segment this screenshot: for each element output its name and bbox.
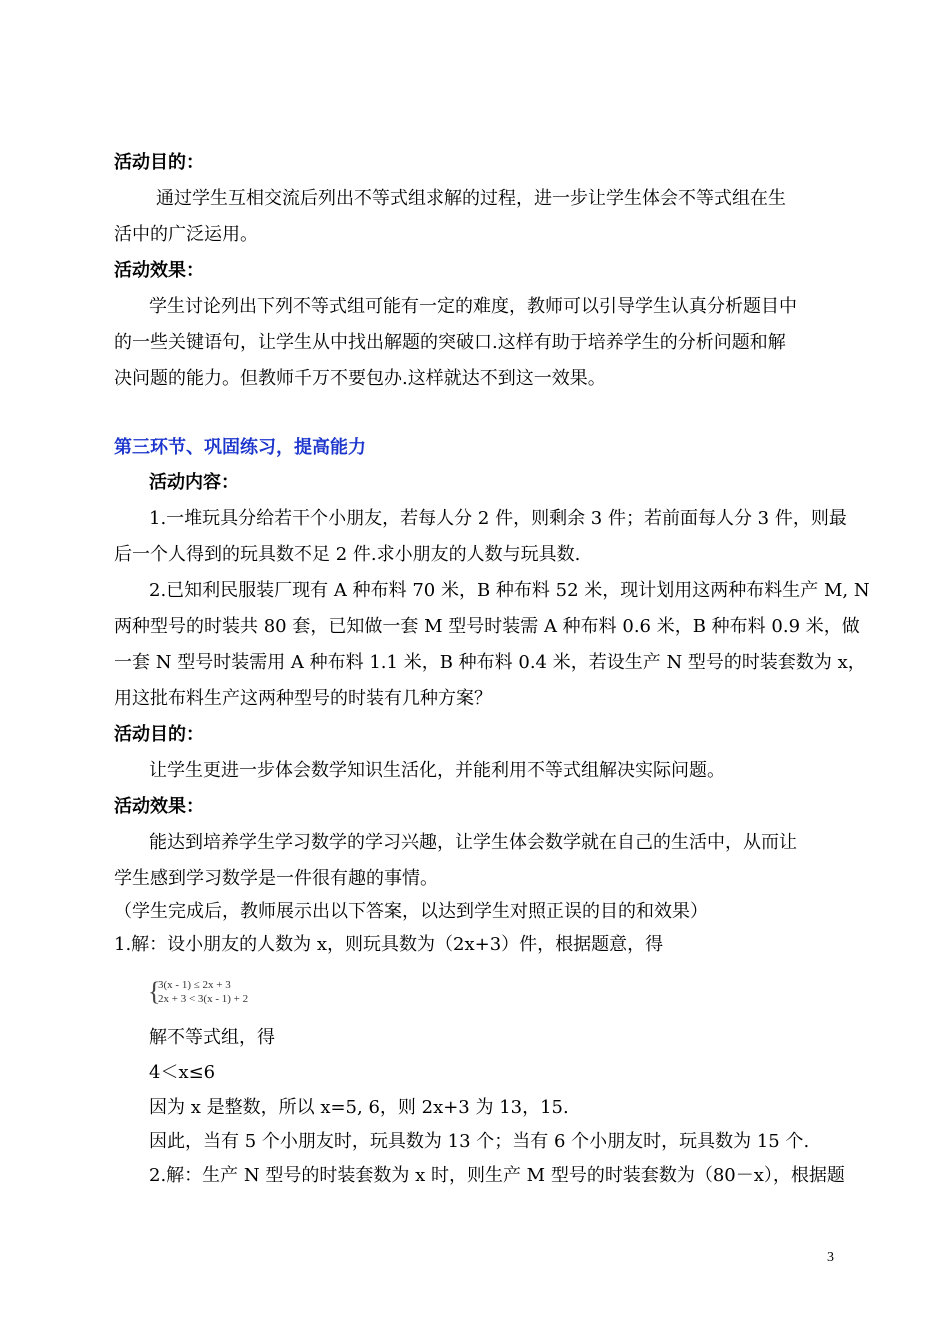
paragraph-line: 能达到培养学生学习数学的学习兴趣，让学生体会数学就在自己的生活中，从而让 (149, 832, 797, 853)
paragraph-line: 学生感到学习数学是一件很有趣的事情。 (114, 868, 438, 889)
question-line: 一套 N 型号时装需用 A 种布料 1.1 米，B 种布料 0.4 米，若设生产 N 型号的时装套数为 x， (114, 652, 866, 673)
goal-heading: 活动目的： (114, 152, 204, 173)
answer-line: 2.解：生产 N 型号的时装套数为 x 时，则生产 M 型号的时装套数为（80－x），根据题 (149, 1165, 845, 1186)
paragraph-line: 的一些关键语句，让学生从中找出解题的突破口.这样有助于培养学生的分析问题和解 (114, 332, 786, 353)
question-line: 用这批布料生产这两种型号的时装有几种方案？ (114, 688, 492, 709)
effect-heading: 活动效果： (114, 260, 204, 281)
teacher-note: （学生完成后，教师展示出以下答案，以达到学生对照正误的目的和效果） (114, 901, 708, 922)
content-heading: 活动内容： (149, 472, 239, 493)
inequality-row: 2x + 3 < 3(x - 1) + 2 (158, 993, 249, 1005)
goal-heading: 活动目的： (114, 724, 204, 745)
answer-line: 因为 x 是整数，所以 x=5, 6，则 2x+3 为 13，15. (149, 1097, 569, 1118)
paragraph-line: 决问题的能力。但教师千万不要包办.这样就达不到这一效果。 (114, 368, 606, 389)
question-line: 后一个人得到的玩具数不足 2 件.求小朋友的人数与玩具数. (114, 544, 581, 565)
question-line: 2.已知利民服装厂现有 A 种布料 70 米，B 种布料 52 米，现计划用这两种布料生产 M, N (149, 580, 870, 601)
section-title: 第三环节、巩固练习，提高能力 (114, 437, 366, 458)
brace-icon: { (148, 977, 161, 1006)
effect-heading: 活动效果： (114, 796, 204, 817)
paragraph-line: 学生讨论列出下列不等式组可能有一定的难度，教师可以引导学生认真分析题目中 (149, 296, 797, 317)
paragraph-line: 通过学生互相交流后列出不等式组求解的过程，进一步让学生体会不等式组在生 (156, 188, 786, 209)
paragraph-line: 活中的广泛运用。 (114, 224, 258, 245)
inequality-row: 3(x - 1) ≤ 2x + 3 (158, 979, 231, 991)
answer-line: 4＜x≤6 (149, 1062, 216, 1083)
page-number: 3 (827, 1250, 834, 1265)
paragraph-line: 让学生更进一步体会数学知识生活化，并能利用不等式组解决实际问题。 (149, 760, 725, 781)
answer-line: 解不等式组，得 (149, 1027, 275, 1048)
question-line: 1.一堆玩具分给若干个小朋友，若每人分 2 件，则剩余 3 件；若前面每人分 3 件，则最 (149, 508, 847, 529)
question-line: 两种型号的时装共 80 套，已知做一套 M 型号时装需 A 种布料 0.6 米，B 种布料 0.9 米，做 (114, 616, 860, 637)
answer-line: 因此，当有 5 个小朋友时，玩具数为 13 个；当有 6 个小朋友时，玩具数为 15 个. (149, 1131, 810, 1152)
answer-line: 1.解：设小朋友的人数为 x，则玩具数为（2x+3）件，根据题意，得 (114, 934, 664, 955)
